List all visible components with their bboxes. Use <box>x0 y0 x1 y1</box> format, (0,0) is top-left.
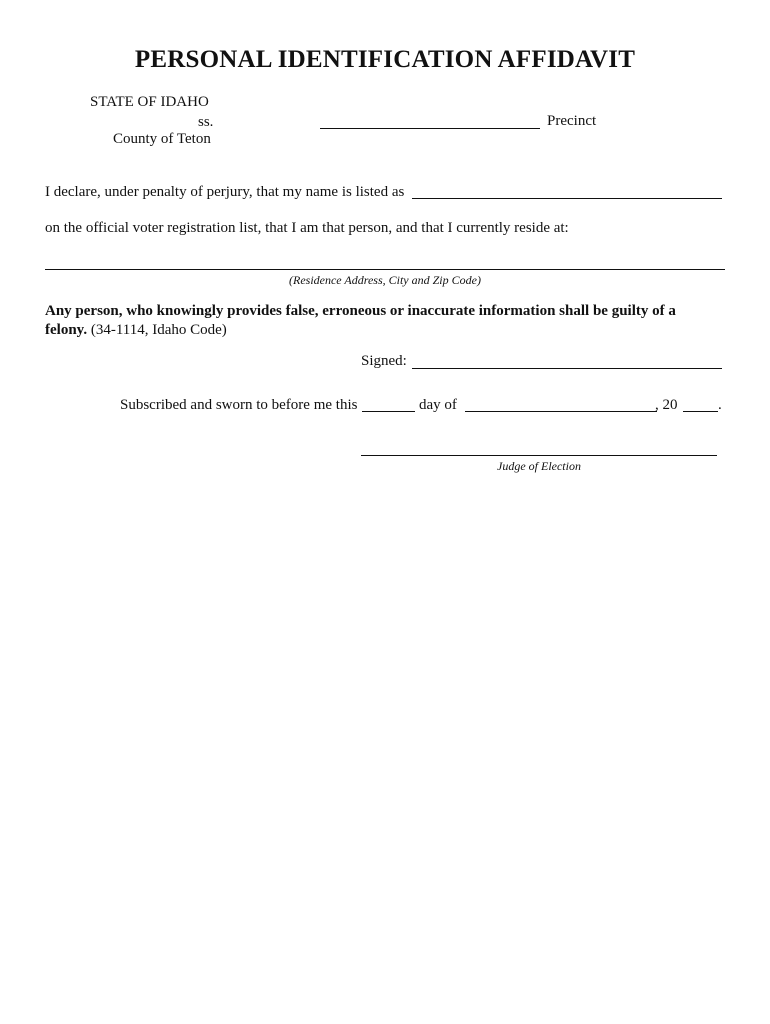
precinct-blank-line[interactable] <box>320 128 540 129</box>
day-of-label: day of <box>419 397 457 413</box>
judge-signature-line[interactable] <box>361 455 717 456</box>
day-blank-line[interactable] <box>362 411 415 412</box>
year-blank-line[interactable] <box>683 411 718 412</box>
declaration-line-2: on the official voter registration list, that I am that person, and that I currently reside at: <box>45 220 569 236</box>
statute-citation: (34-1114, Idaho Code) <box>87 322 227 338</box>
signature-line[interactable] <box>412 368 722 369</box>
state-label: STATE OF IDAHO <box>90 94 209 110</box>
warning-line-2 <box>45 322 227 339</box>
year-prefix: , 20 <box>655 397 678 413</box>
declaration-line-1: I declare, under penalty of perjury, that my name is listed as <box>45 184 405 200</box>
judge-caption: Judge of Election <box>497 459 581 473</box>
sworn-period: . <box>718 397 722 413</box>
residence-caption: (Residence Address, City and Zip Code) <box>289 273 481 287</box>
month-blank-line[interactable] <box>465 411 657 412</box>
precinct-label: Precinct <box>547 113 597 129</box>
signed-label: Signed: <box>361 353 407 369</box>
document-title: PERSONAL IDENTIFICATION AFFIDAVIT <box>134 46 636 73</box>
felony-text: felony. <box>45 322 88 338</box>
sworn-prefix: Subscribed and sworn to before me this <box>120 397 358 413</box>
warning-line-1: Any person, who knowingly provides false, erroneous or inaccurate information shall be guilty of a <box>45 303 676 319</box>
ss-label: ss. <box>198 114 214 130</box>
registered-name-blank-line[interactable] <box>412 198 722 199</box>
county-label: County of Teton <box>113 131 211 147</box>
residence-address-line[interactable] <box>45 269 725 270</box>
